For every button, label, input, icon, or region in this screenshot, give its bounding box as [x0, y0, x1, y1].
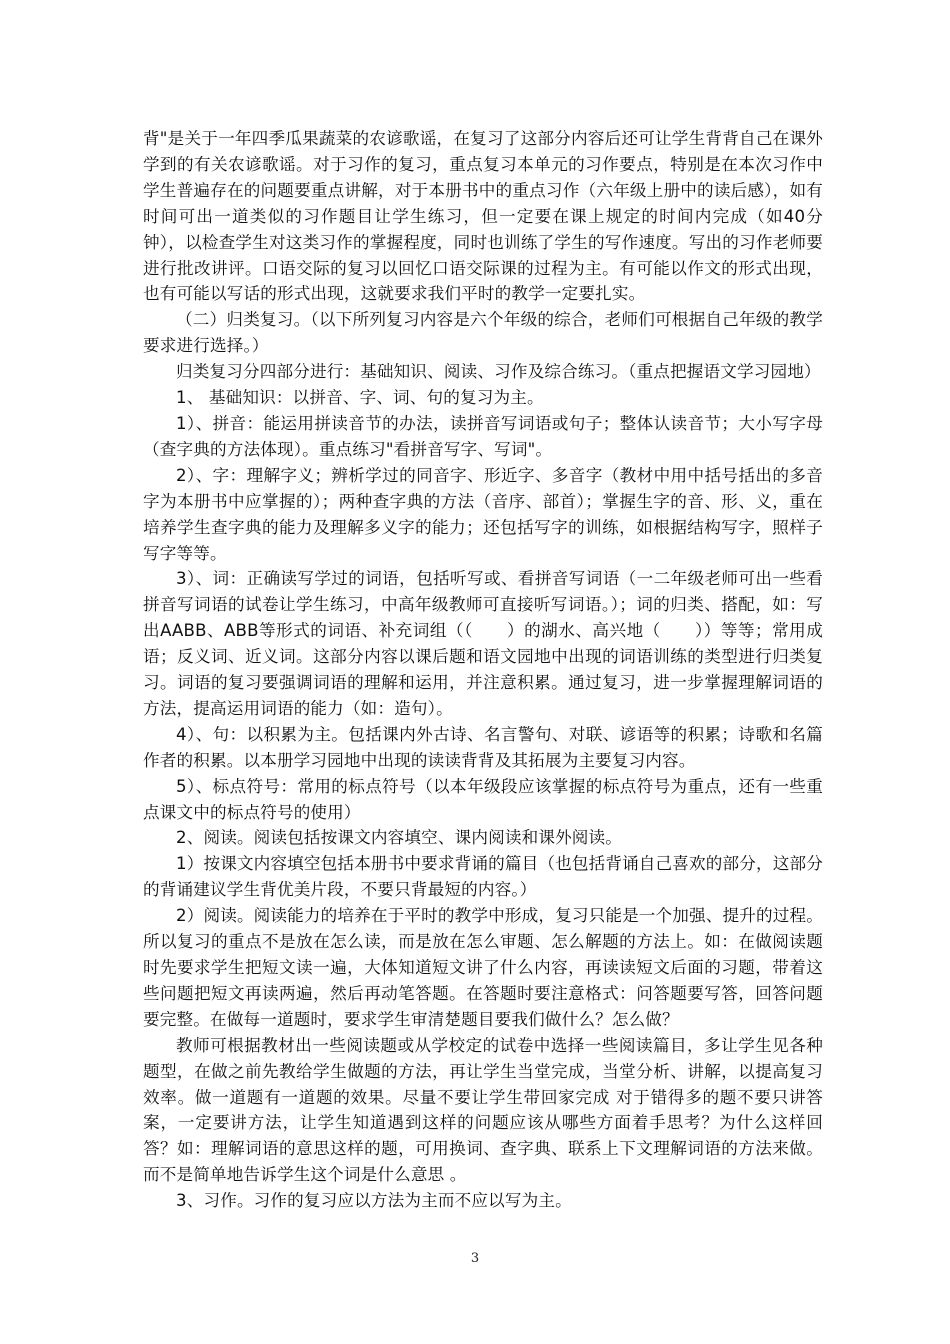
- paragraph-text: （二）归类复习。（以下所列复习内容是六个年级的综合，老师们可根据自己年级的教学要求进行选择。）: [143, 310, 823, 356]
- paragraph-text: 4）、句：以积累为主。包括课内外古诗、名言警句、对联、谚语等的积累；诗歌和名篇作者的积累。以本册学习园地中出现的读读背背及其拓展为主要复习内容。: [143, 724, 823, 770]
- document-body: [143, 126, 823, 1214]
- paragraph-text: 3、习作。习作的复习应以方法为主而不应以写为主。: [176, 1191, 572, 1211]
- paragraph-text: 2）阅读。阅读能力的培养在于平时的教学中形成，复习只能是一个加强、提升的过程。所以复习的重点不是放在怎么读，而是放在怎么审题、怎么解题的方法上。如：在做阅读题时先要求学生把短文读一遍，大体知道短文讲了什么内容，再读读短文后面的习题，带着这些问题把短文再读两遍，然后再动笔答题。在答题时要注意格式：问答题要写答，回答问题要完整。在做每一道题时，要求学生审清楚题目要我们做什么？怎么做？: [143, 906, 823, 1029]
- paragraph-text: 1）、拼音：能运用拼读音节的办法，读拼音写词语或句子；整体认读音节；大小写字母（查字典的方法体现）。重点练习"看拼音写字、写词"。: [143, 413, 823, 459]
- paragraph-text: 5）、标点符号：常用的标点符号（以本年级段应该掌握的标点符号为重点，还有一些重点课文中的标点符号的使用）: [143, 776, 823, 822]
- paragraph-text: 归类复习分四部分进行：基础知识、阅读、习作及综合练习。（重点把握语文学习园地）: [176, 362, 821, 382]
- paragraph-text: 2）、字：理解字义；辨析学过的同音字、形近字、多音字（教材中用中括号括出的多音字为本册书中应掌握的）；两种查字典的方法（音序、部首）；掌握生字的音、形、义，重在培养学生查字典的能力及理解多义字的能力；还包括写字的训练，如根据结构写字，照样子写字等等。: [143, 465, 823, 563]
- paragraph-text: 1）按课文内容填空包括本册书中要求背诵的篇目（也包括背诵自己喜欢的部分，这部分的背诵建议学生背优美片段，不要只背最短的内容。）: [143, 854, 823, 900]
- paragraph-text: 3）、词：正确读写学过的词语，包括听写或、看拼音写词语（一二年级老师可出一些看拼音写词语的试卷让学生练习，中高年级教师可直接听写词语。）；词的归类、搭配，如：写出AABB、ABB等形式的词语、补充词组（（ ）的湖水、高兴地（ ））等等；常用成语；反义词、近义词。这部分内容以课后题和语文园地中出现的词语训练的类型进行归类复习。词语的复习要强调词语的理解和运用，并注意积累。通过复习，进一步掌握理解词语的方法，提高运用词语的能力（如：造句）。: [143, 569, 823, 718]
- paragraph-text: 2、阅读。阅读包括按课文内容填空、课内阅读和课外阅读。: [176, 828, 623, 848]
- paragraph-text: 背"是关于一年四季瓜果蔬菜的农谚歌谣，在复习了这部分内容后还可让学生背背自己在课外学到的有关农谚歌谣。对于习作的复习，重点复习本单元的习作要点，特别是在本次习作中学生普遍存在的问题要重点讲解，对于本册书中的重点习作（六年级上册中的读后感），如有时间可出一道类似的习作题目让学生练习，但一定要在课上规定的时间内完成（如40分钟），以检查学生对这类习作的掌握程度，同时也训练了学生的写作速度。写出的习作老师要进行批改讲评。口语交际的复习以回忆口语交际课的过程为主。有可能以作文的形式出现，也有可能以写话的形式出现，这就要求我们平时的教学一定要扎实。: [143, 129, 823, 304]
- page-number: 3: [470, 1251, 480, 1266]
- paragraph-text: 教师可根据教材出一些阅读题或从学校定的试卷中选择一些阅读篇目，多让学生见各种题型，在做之前先教给学生做题的方法，再让学生当堂完成，当堂分析、讲解，以提高复习效率。做一道题有一道题的效果。尽量不要让学生带回家完成 对于错得多的题不要只讲答案，一定要讲方法，让学生知道遇到这样的问题应该从哪些方面着手思考？为什么这样回答？如：理解词语的意思这样的题，可用换词、查字典、联系上下文理解词语的方法来做。而不是简单地告诉学生这个词是什么意思 。: [143, 1035, 823, 1185]
- paragraph-text: 1、 基础知识：以拼音、字、词、句的复习为主。: [176, 388, 544, 408]
